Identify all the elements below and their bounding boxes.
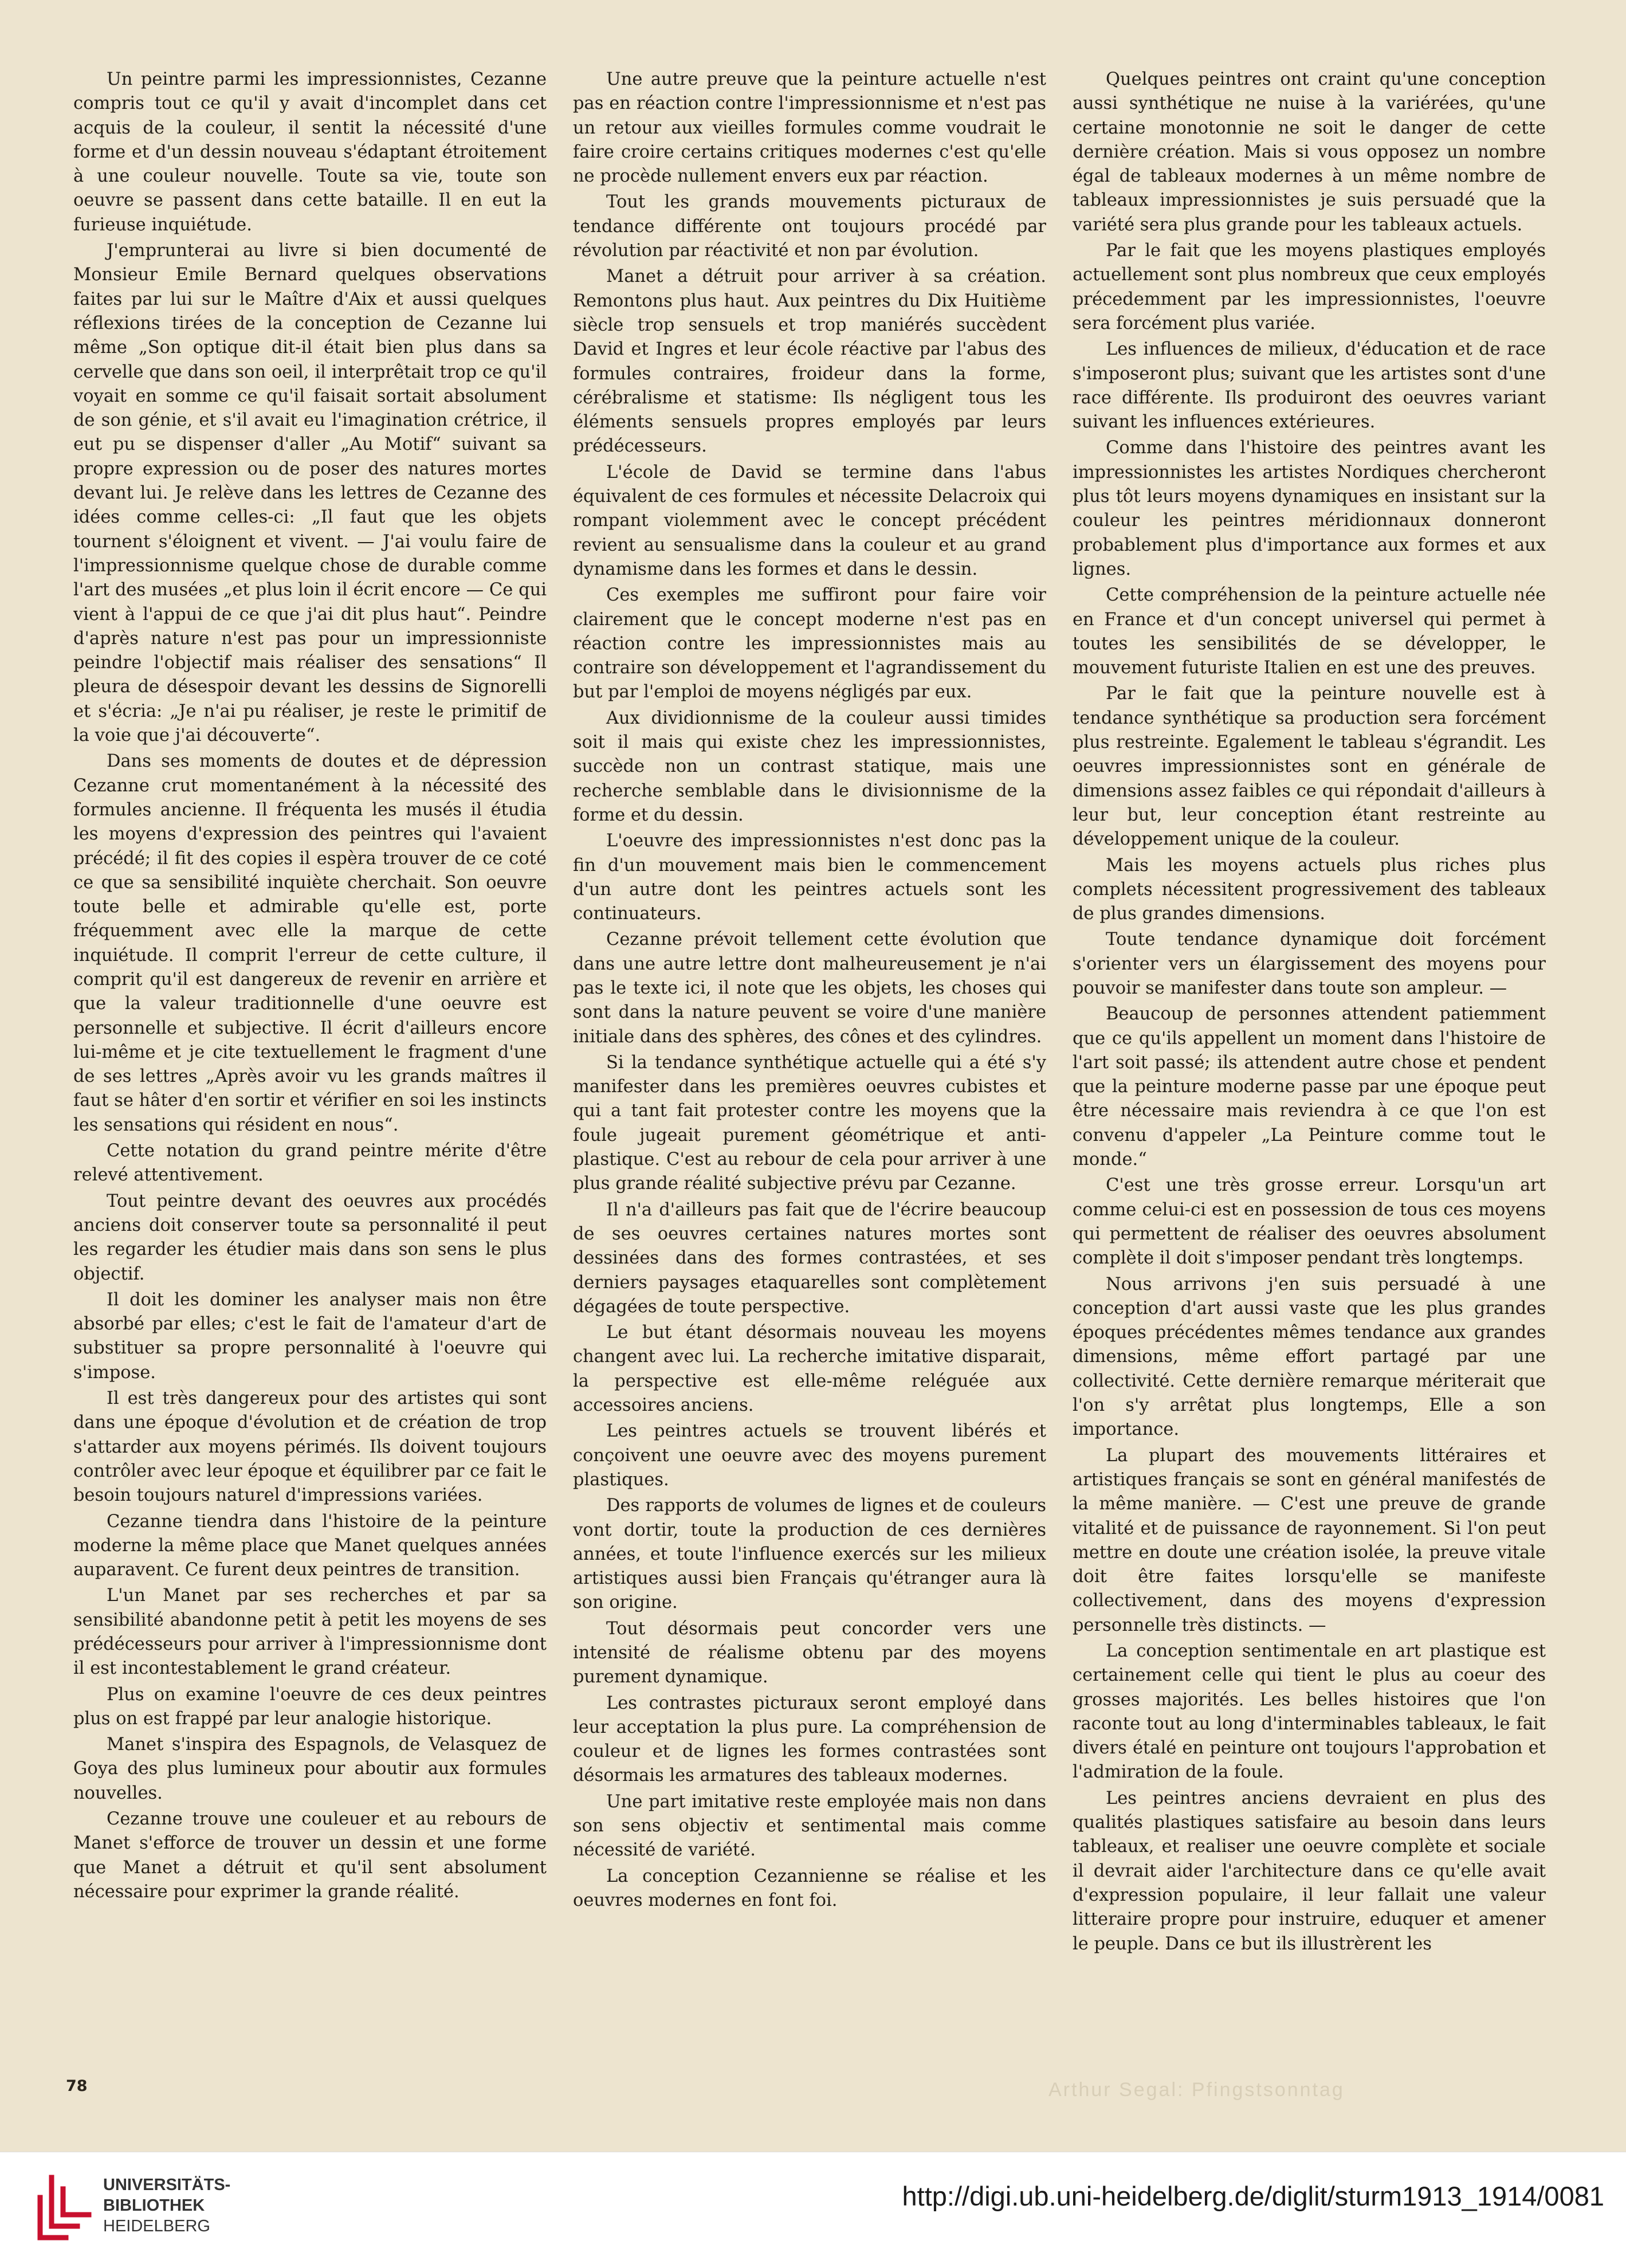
library-name (103, 2175, 230, 2236)
show-through-text: Arthur Segal: Pfingstsonntag (1048, 2079, 1345, 2101)
paragraph: L'un Manet par ses recherches et par sa sensibilité abandonne petit à petit les moyens de ses prédécesseurs pour arriver à l'impressionnisme dont il est incontestablement le grand créateur. (73, 1586, 547, 1679)
library-name-line-1: UNIVERSITÄTS- (103, 2176, 231, 2194)
library-name-line-3: HEIDELBERG (103, 2217, 210, 2235)
paragraph: Les peintres actuels se trouvent libérés et conçoivent une oeuvre avec des moyens purement plastiques. (573, 1421, 1046, 1490)
paragraph: Tout peintre devant des oeuvres aux procédés anciens doit conserver toute sa personnalité il peut les regarder les étudier mais dans son sens le plus objectif. (73, 1191, 547, 1284)
paragraph: Tout les grands mouvements picturaux de tendance différente ont toujours procédé par révolution par réactivité et non par évolution. (573, 192, 1046, 261)
page-number: 78 (66, 2077, 88, 2095)
paragraph: Cette notation du grand peintre mérite d'être relevé attentivement. (73, 1141, 547, 1186)
source-url-link[interactable]: http://digi.ub.uni-heidelberg.de/diglit/sturm1913_1914/0081 (902, 2181, 1604, 2211)
text-column-2 (573, 68, 1046, 2039)
paragraph: Des rapports de volumes de lignes et de couleurs vont dortir, toute la production de ces dernières années, et toute l'influence exercés sur les milieux artistiques aussi bien Français qu'étranger aura là son origine. (573, 1496, 1046, 1613)
paragraph: Ces exemples me suffiront pour faire voir clairement que le concept moderne n'est pas en réaction contre les impressionnistes mais au contraire son développement et l'agrandissement du but par l'emploi de moyens négligés par eux. (573, 585, 1046, 703)
paragraph: Il est très dangereux pour des artistes qui sont dans une époque d'évolution et de création de trop s'attarder aux moyens périmés. Ils doivent toujours contrôler avec leur époque et équilibrer par ce fait le besoin toujours naturel d'impressions variées. (73, 1388, 547, 1506)
paragraph: Une part imitative reste employée mais non dans son sens objectiv et sentimental mais comme nécessité de variété. (573, 1791, 1046, 1861)
paragraph: La conception Cezannienne se réalise et les oeuvres modernes en font foi. (573, 1866, 1046, 1910)
paragraph: Cette compréhension de la peinture actuelle née en France et d'un concept universel qui permet à toutes les sensibilités de se développer, le mouvement futuriste Italien en est une des preuves. (1073, 585, 1546, 678)
paragraph: Plus on examine l'oeuvre de ces deux peintres plus on est frappé par leur analogie historique. (73, 1684, 547, 1729)
paragraph: La plupart des mouvements littéraires et artistiques français se sont en général manifestés de la même manière. — C'est une preuve de grande vitalité et de puissance de rayonnement. Si l'on peut mettre en doute une création isolée, la preuve vitale doit être faites lorsqu'elle se manifeste collectivement, dans des moyens d'expression personnelle très distincts. — (1073, 1445, 1546, 1635)
paragraph: Cezanne trouve une couleuer et au rebours de Manet s'efforce de trouver un dessin et une forme que Manet a détruit et qu'il sent absolument nécessaire pour exprimer la grande réalité. (73, 1809, 547, 1902)
paragraph: Il n'a d'ailleurs pas fait que de l'écrire beaucoup de ses oeuvres certaines natures mortes sont dessinées dans des formes contrastées, et ses derniers paysages etaquarelles sont complètement dégagées de toute perspective. (573, 1199, 1046, 1317)
article-body (73, 68, 1546, 2039)
paragraph: Mais les moyens actuels plus riches plus complets nécessitent progressivement des tableaux de plus grandes dimensions. (1073, 855, 1546, 924)
text-column-1 (73, 68, 547, 2039)
paragraph: Quelques peintres ont craint qu'une conception aussi synthétique ne nuise à la variérées, qu'une certaine monotonnie ne soit le danger de cette dernière création. Mais si vous opposez un nombre égal de tableaux modernes à un même nombre de tableaux impressionnistes je suis persuadé que la variété sera plus grande pour les tableaux actuels. (1073, 69, 1546, 235)
paragraph: Toute tendance dynamique doit forcément s'orienter vers un élargissement des moyens pour pouvoir se manifester dans toute son ampleur. — (1073, 929, 1546, 998)
paragraph: Par le fait que la peinture nouvelle est à tendance synthétique sa production sera forcément plus restreinte. Egalement le tableau s'égrandit. Les oeuvres impressionnistes sont en générale de dimensions assez faibles ce qui répondait d'ailleurs à leur but, leur conception étant restreinte au développement unique de la couleur. (1073, 684, 1546, 850)
paragraph: Cezanne tiendra dans l'histoire de la peinture moderne la même place que Manet quelques années auparavent. Ce furent deux peintres de transition. (73, 1511, 547, 1580)
paragraph: La conception sentimentale en art plastique est certainement celle qui tient le plus au coeur des grosses majorités. Les belles histoires que l'on raconte tout au long d'interminables tableaux, le fait divers étalé en peinture ont toujours l'approbation et l'admiration de la foule. (1073, 1641, 1546, 1783)
paragraph: Comme dans l'histoire des peintres avant les impressionnistes les artistes Nordiques chercheront plus tôt leurs moyens dynamiques en insistant sur la couleur les peintres méridionnaux donneront probablement plus d'importance aux formes et aux lignes. (1073, 438, 1546, 579)
paragraph: Manet s'inspira des Espagnols, de Velasquez de Goya des plus lumineux pour aboutir aux formules nouvelles. (73, 1735, 547, 1803)
paragraph: Les peintres anciens devraient en plus des qualités plastiques satisfaire au besoin dans leurs tableaux, et realiser une oeuvre complète et sociale il devrait aider l'architecture dans ce qu'elle avait d'expression populaire, il leur fallait une valeur litteraire propre pour instruire, eduquer et amener le peuple. Dans ce but ils illustrèrent les (1073, 1788, 1546, 1954)
paragraph: Aux dividionnisme de la couleur aussi timides soit il mais qui existe chez les impressionnistes, succède non un contrast statique, mais une recherche semblable dans le divisionnisme de la forme et du dessin. (573, 708, 1046, 825)
paragraph: Si la tendance synthétique actuelle qui a été s'y manifester dans les premières oeuvres cubistes et qui a tant fait protester contre les moyens que la foule jugeait purement géométrique et anti-plastique. C'est au rebour de cela pour arriver à une plus grande réalité subjective prévu par Cezanne. (573, 1052, 1046, 1194)
paragraph: Nous arrivons j'en suis persuadé à une conception d'art aussi vaste que les plus grandes époques précédentes mêmes tendance aux grandes dimensions, même effort partagé par une collectivité. Cette dernière remarque mériterait que l'on s'y arrêtat plus longtemps, Elle a son importance. (1073, 1274, 1546, 1440)
paragraph: Cezanne prévoit tellement cette évolution que dans une autre lettre dont malheureusement je n'ai pas le texte ici, il note que les objets, les choses qui sont dans la nature peuvent se voire d'une manière initiale dans des sphères, des cônes et des cylindres. (573, 929, 1046, 1047)
paragraph: Tout désormais peut concorder vers une intensité de réalisme obtenu par des moyens purement dynamique. (573, 1618, 1046, 1688)
paragraph: Beaucoup de personnes attendent patiemment que ce qu'ils appellent un moment dans l'histoire de l'art soit passé; ils attendent autre chose et pendent que la peinture moderne passe par une époque peut être nécessaire mais reviendra à ce que l'on est convenu d'appeler „La Peinture comme tout le monde.“ (1073, 1004, 1546, 1170)
paragraph: Par le fait que les moyens plastiques employés actuellement sont plus nombreux que ceux employés précedemment par les impressionnistes, l'oeuvre sera forcément plus variée. (1073, 241, 1546, 333)
paragraph: L'oeuvre des impressionnistes n'est donc pas la fin d'un mouvement mais bien le commencement d'un autre dont les peintres actuels sont les continuateurs. (573, 831, 1046, 924)
paragraph: Une autre preuve que la peinture actuelle n'est pas en réaction contre l'impressionnisme et n'est pas un retour aux vieilles formules comme voudrait le faire croire certains critiques modernes c'est qu'elle ne procède nullement envers eux par réaction. (573, 69, 1046, 187)
paragraph: Les influences de milieux, d'éducation et de race s'imposeront plus; suivant que les artistes sont d'une race différente. Ils produiront des oeuvres variant suivant les influences extérieures. (1073, 339, 1546, 433)
paragraph: C'est une très grosse erreur. Lorsqu'un art comme celui-ci est en possession de tous ces moyens qui permettent de réaliser des oeuvres absolument complète il doit s'imposer pendant très longtemps. (1073, 1175, 1546, 1269)
text-column-3 (1073, 68, 1546, 2039)
paragraph: Les contrastes picturaux seront employé dans leur acceptation la plus pure. La compréhension de couleur et de lignes les formes contrastées sont désormais les armatures des tableaux modernes. (573, 1693, 1046, 1786)
paragraph: J'emprunterai au livre si bien documenté de Monsieur Emile Bernard quelques observations faites par lui sur le Maître d'Aix et aussi quelques réflexions tirées de la conception de Cezanne lui même „Son optique dit-il était bien plus dans sa cervelle que dans son oeil, il interprêtait trop ce qu'il voyait en somme ce qu'il faisait sortait absolument de son génie, et s'il avait eu l'imagination crétrice, il eut pu se dispenser d'aller „Au Motif“ suivant sa propre expression ou de poser des natures mortes devant lui. Je relève dans les lettres de Cezanne des idées comme celles-ci: „Il faut que les objets tournent s'éloignent et vivent. — J'ai voulu faire de l'impressionnisme quelque chose de durable comme l'art des musées „et plus loin il écrit encore — Ce qui vient à l'appui de ce que j'ai dit plus haut“. Peindre d'après nature n'est pas pour un impressionniste peindre l'objectif mais réaliser des sensations“ Il pleura de désespoir devant les dessins de Signorelli et s'écria: „Je n'ai pu réaliser, je reste le primitif de la voie que j'ai découverte“. (73, 241, 547, 746)
paragraph: Le but étant désormais nouveau les moyens changent avec lui. La recherche imitative disparait, la perspective est elle-même reléguée aux accessoires anciens. (573, 1323, 1046, 1416)
paragraph: Dans ses moments de doutes et de dépression Cezanne crut momentanément à la nécessité des formules ancienne. Il fréquenta les musés il étudia les moyens d'expression des peintres qui l'avaient précédé; il fit des copies il espèra trouver de ce coté ce que sa sensibilité inquiète cherchait. Son oeuvre toute belle et admirable qu'elle est, porte fréquemment avec elle la marque de cette inquiétude. Il comprit l'erreur de cette culture, il comprit qu'il est dangereux de revenir en arrière et que la valeur traditionnelle d'une oeuvre est personnelle et subjective. Il écrit d'ailleurs encore lui-même et je cite textuellement le fragment d'une de ses lettres „Après avoir vu les grands maîtres il faut se hâter d'en sortir et vérifier en soi les instincts les sensations qui résident en nous“. (73, 751, 547, 1135)
paragraph: L'école de David se termine dans l'abus équivalent de ces formules et nécessite Delacroix qui rompant violemment avec le concept précédent revient au sensualisme dans la couleur et au grand dynamisme dans les formes et dans le dessin. (573, 462, 1046, 579)
paragraph: Manet a détruit pour arriver à sa création. Remontons plus haut. Aux peintres du Dix Huitième siècle trop sensuels et trop maniérés succèdent David et Ingres et leur école réactive par l'abus des formules contraires, froideur dans la forme, cérébralisme et statisme: Ils négligent tous les éléments sensuels propres employés par leurs prédécesseurs. (573, 266, 1046, 457)
paragraph: Il doit les dominer les analyser mais non être absorbé par elles; c'est le fait de l'amateur d'art de substituer sa propre personnalité à l'oeuvre qui s'impose. (73, 1289, 547, 1383)
university-library-logo-icon (34, 2172, 97, 2246)
library-name-line-2: BIBLIOTHEK (103, 2196, 205, 2215)
paragraph: Un peintre parmi les impressionnistes, Cezanne compris tout ce qu'il y avait d'incomplet dans cet acquis de la couleur, il sentit la nécessité d'une forme et d'un dessin nouveau s'édaptant étroitement à une couleur nouvelle. Toute sa vie, toute son oeuvre se passent dans cette bataille. Il en eut la furieuse inquiétude. (73, 69, 547, 235)
